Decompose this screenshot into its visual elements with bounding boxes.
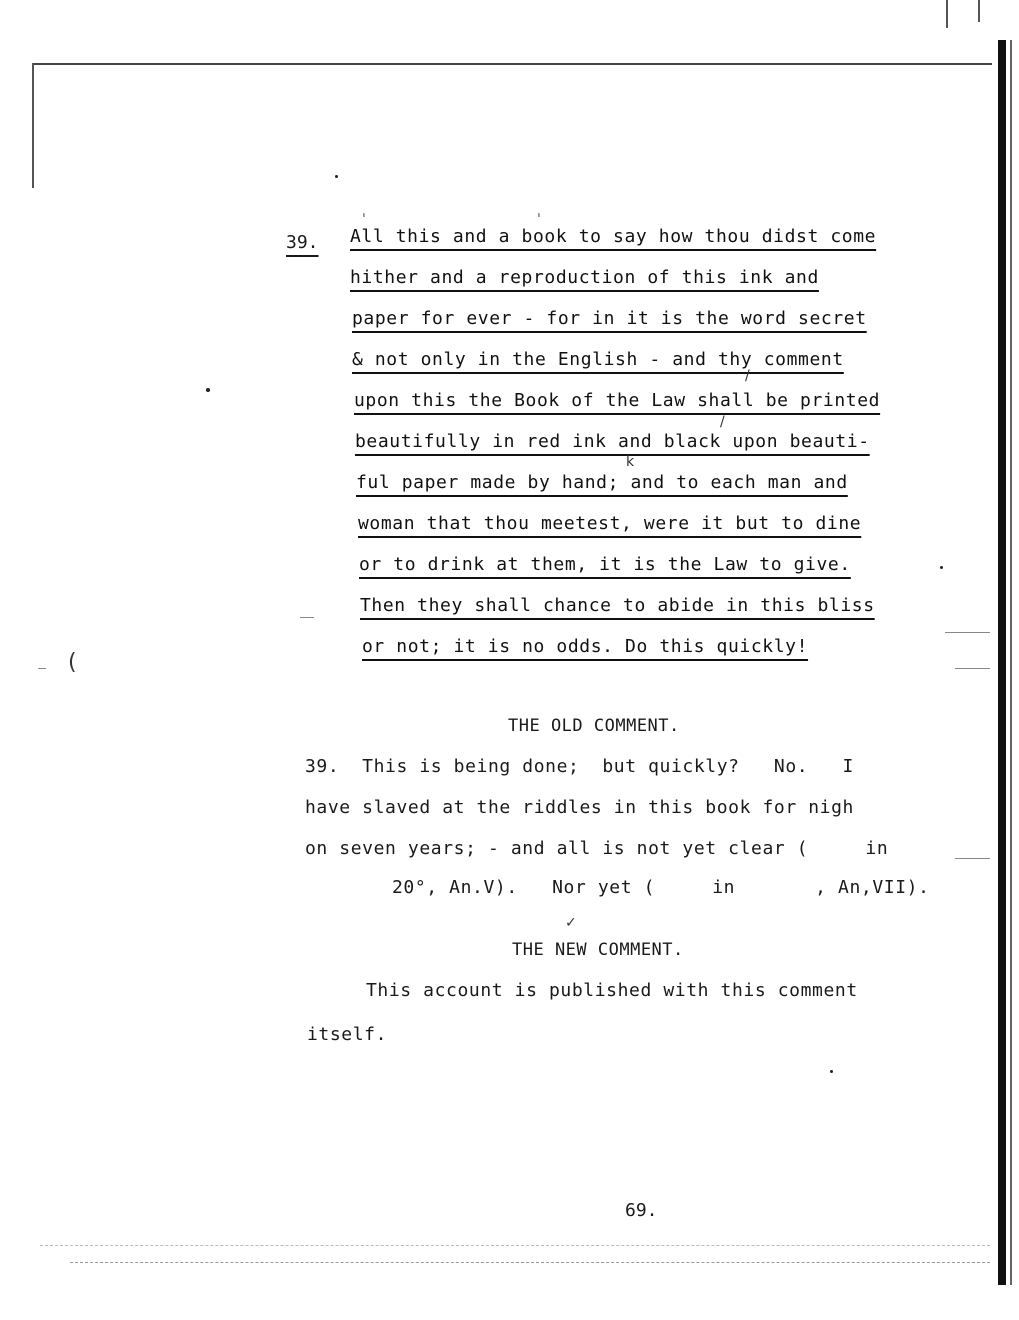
scan-border-top — [32, 63, 992, 65]
ink-speck — [830, 1070, 833, 1073]
old-comment-line: have slaved at the riddles in this book for nigh — [305, 797, 854, 818]
new-comment-heading: THE NEW COMMENT. — [512, 940, 684, 960]
scan-border-left — [32, 63, 34, 188]
scan-edge-bar — [998, 40, 1006, 1285]
verse-line: or to drink at them, it is the Law to give. — [359, 554, 851, 575]
ink-speck — [335, 175, 338, 178]
handwritten-tick: / — [720, 414, 725, 430]
handwritten-tick: ✓ — [565, 915, 577, 931]
handwritten-tick: ˌ — [362, 203, 366, 219]
margin-paren-mark: ( — [68, 650, 77, 675]
scan-rule-bottom-2 — [70, 1262, 990, 1263]
scan-edge-line — [1010, 40, 1012, 1285]
margin-mark — [945, 632, 990, 633]
old-comment-heading: THE OLD COMMENT. — [508, 716, 680, 736]
verse-line: beautifully in red ink and black upon beauti- — [355, 431, 870, 452]
page-number: 69. — [625, 1200, 658, 1221]
verse-line: Then they shall chance to abide in this bliss — [360, 595, 875, 616]
verse-line: woman that thou meetest, were it but to dine — [358, 513, 862, 534]
scan-rule-bottom — [40, 1245, 990, 1246]
margin-mark — [38, 668, 46, 669]
margin-mark — [955, 858, 990, 859]
verse-line: ful paper made by hand; and to each man and — [356, 472, 848, 493]
new-comment-line: This account is published with this comment — [366, 980, 858, 1001]
verse-number: 39. — [286, 232, 319, 253]
handwritten-tick: ˌ — [537, 203, 541, 219]
new-comment-line: itself. — [307, 1024, 388, 1045]
ink-speck — [940, 566, 943, 569]
handwritten-tick: / — [745, 368, 750, 384]
margin-mark — [955, 668, 990, 669]
verse-line: paper for ever - for in it is the word secret — [352, 308, 867, 329]
scan-top-ticks — [945, 0, 985, 30]
verse-line: upon this the Book of the Law shall be printed — [354, 390, 881, 411]
old-comment-line: on seven years; - and all is not yet clear ( in — [305, 838, 889, 859]
handwritten-tick: k — [626, 454, 635, 470]
ink-speck — [206, 388, 210, 392]
old-comment-line: 20°, An.V). Nor yet ( in , An,VII). — [392, 877, 930, 898]
verse-line: All this and a book to say how thou didst come — [350, 226, 877, 247]
old-comment-line: 39. This is being done; but quickly? No. I — [305, 756, 854, 777]
margin-mark — [300, 617, 314, 618]
verse-line: or not; it is no odds. Do this quickly! — [362, 636, 809, 657]
verse-line: hither and a reproduction of this ink and — [350, 267, 819, 288]
verse-line: & not only in the English - and thy comment — [352, 349, 844, 370]
